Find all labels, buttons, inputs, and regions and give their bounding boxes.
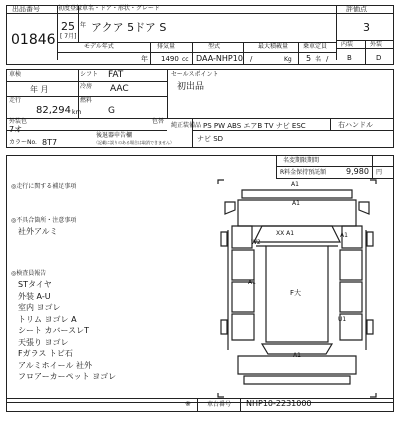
dmg-right-rear: U1: [338, 316, 347, 323]
inspector-item: アルミホイール 社外: [18, 360, 93, 370]
model-code: DAA-NHP10: [196, 54, 243, 63]
chassis-label: 車台番号: [207, 401, 232, 408]
reg-year-unit: 年: [80, 22, 87, 29]
inspection-label: 車検: [9, 71, 22, 78]
dmg-roof: F大: [290, 289, 302, 297]
dmg-right-fender: A1: [340, 232, 348, 239]
inspector-item: 室内 ヨゴレ: [18, 303, 61, 312]
inspector-item: トリム ヨゴレ A: [18, 314, 77, 324]
load-slash: /: [250, 55, 253, 63]
defect-label: ◎不具合箇所・注意事項: [11, 217, 77, 224]
selling-label: セールスポイント: [171, 71, 219, 78]
defect-value: 社外アルミ: [18, 227, 58, 236]
inspector-label: ◎検査員報告: [11, 270, 47, 277]
name-change-label: 名変期限期間: [283, 157, 320, 164]
eval-score: 3: [363, 21, 370, 34]
selling-value: 初出品: [177, 82, 205, 92]
capacity-slash: /: [326, 55, 329, 63]
handle: 右ハンドル: [338, 121, 373, 129]
mileage-label: 走行: [9, 97, 22, 104]
footer-mark: ※: [185, 400, 191, 408]
capacity-unit: 名: [315, 56, 322, 63]
fuel-value: G: [108, 106, 115, 116]
displacement: 1490: [161, 55, 179, 63]
reg-month: [ 7月]: [60, 33, 77, 40]
load-unit: Kg: [284, 56, 292, 63]
mileage-unit: km: [72, 109, 82, 116]
inspector-item: フロアーカーペット ヨゴレ: [18, 372, 117, 381]
lot-number: 01846: [11, 32, 56, 48]
recycle-unit: 円: [376, 169, 383, 176]
reg-label: 初度登録: [58, 5, 83, 12]
outer-grade: D: [376, 54, 382, 62]
footer-frame: [6, 398, 394, 412]
inspector-item: 天張り ヨゴレ: [18, 337, 69, 347]
chassis-number: NHP10-2231000: [246, 399, 312, 408]
dmg-front-bumper: A1: [291, 181, 299, 188]
displacement-label: 排気量: [157, 43, 176, 50]
model-year-label: モデル年式: [84, 43, 114, 50]
color-code: 8T7: [42, 138, 58, 147]
equipment: PS PW ABS エアB TV ナビ ESC: [203, 122, 306, 130]
lot-label: 出品番号: [12, 5, 40, 13]
recycle-label: R料金保持預託額: [280, 169, 327, 176]
dmg-left-door: A1: [248, 279, 256, 286]
shift-label: シフト: [80, 71, 99, 78]
model-label: 車名・ドア・形状・グレード: [82, 5, 160, 12]
dmg-left-fender: W2: [251, 239, 261, 246]
inner-grade: B: [347, 54, 352, 62]
color-code-label: カラーNo.: [9, 139, 37, 146]
inspection-ym: 年 月: [30, 85, 49, 94]
ac-label: 冷房: [80, 83, 93, 90]
fuel-label: 燃料: [80, 97, 93, 104]
inspector-item: STタイヤ: [18, 280, 52, 289]
trans-note: （記載に誤りのある場合は取消できません）: [94, 140, 174, 145]
dmg-hood: A1: [292, 200, 300, 207]
dmg-windshield: XX A1: [276, 230, 295, 237]
capacity-label: 乗車定員: [303, 43, 328, 50]
seat-label: 色替: [152, 118, 165, 125]
capacity: 5: [306, 54, 312, 63]
inspector-item: シート カバースレT: [18, 326, 90, 335]
travel-note-label: ◎走行に関する補足事項: [11, 183, 77, 190]
dmg-rear: A1: [293, 352, 301, 359]
inspector-item: 外装 A-U: [18, 291, 51, 301]
ac-value: AAC: [110, 84, 129, 94]
inspector-item: Fガラス トビ石: [18, 349, 73, 358]
nav: ナビ SD: [197, 135, 224, 143]
exterior-label: 外装色: [9, 118, 28, 125]
outer-label: 外装: [370, 41, 383, 48]
mileage-value: 82,294: [36, 105, 71, 116]
model-code-label: 型式: [208, 43, 221, 50]
max-load-label: 最大積載量: [258, 43, 289, 50]
inner-label: 内装: [341, 41, 354, 48]
model-name: アクア 5ドア S: [91, 21, 167, 34]
equip-label: 純正装備品: [171, 122, 202, 129]
recycle-amount: 9,980: [346, 167, 369, 176]
trans-label: 後退器申告欄: [96, 132, 133, 139]
model-year-mark: 年: [141, 55, 148, 63]
displacement-unit: cc: [182, 56, 189, 63]
shift-value: FAT: [108, 70, 124, 80]
exterior-value: 7オ: [9, 125, 23, 134]
reg-year: 25: [61, 20, 75, 33]
eval-label: 評価点: [346, 5, 367, 13]
